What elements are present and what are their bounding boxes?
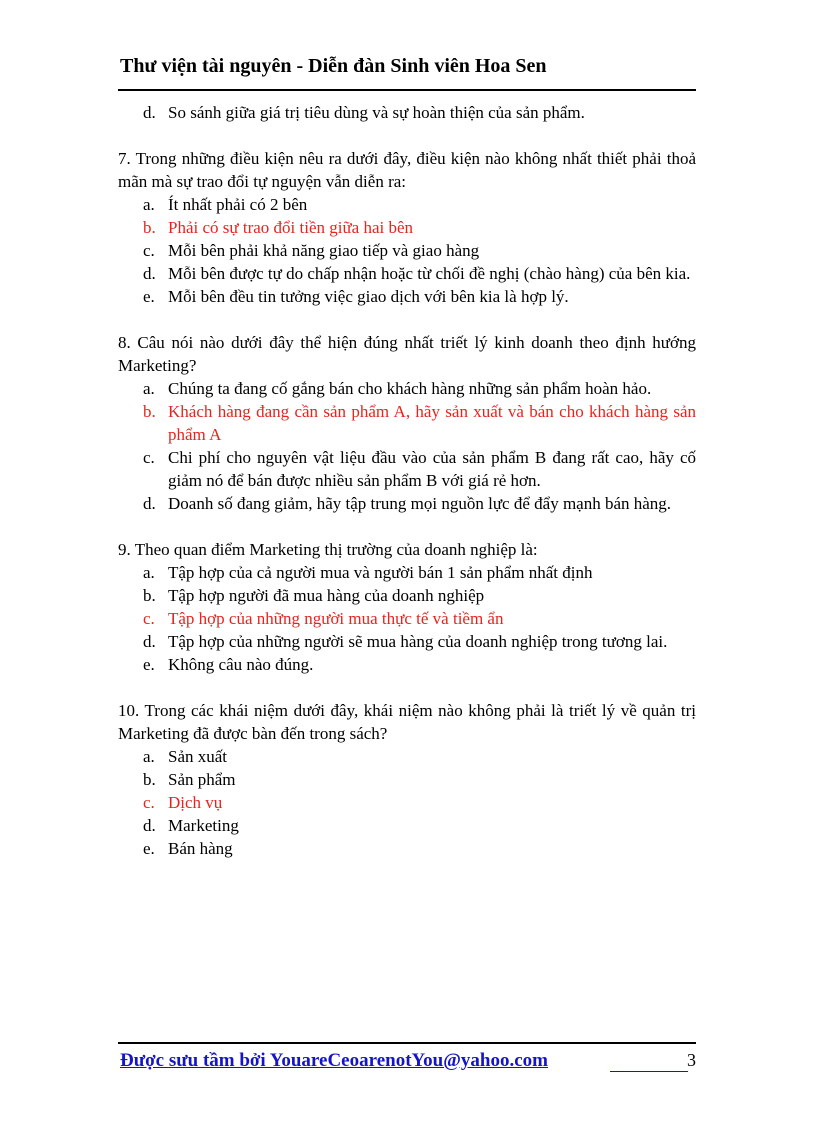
question-text: 9. Theo quan điểm Marketing thị trường của doanh nghiệp là: — [118, 540, 538, 559]
question-text: 7. Trong những điều kiện nêu ra dưới đây, điều kiện nào không nhất thiết phải thoả mãn mà sự trao đổi tự nguyện vẫn diễn ra: — [118, 149, 696, 191]
header-divider — [118, 89, 696, 91]
option-text: Sản phẩm — [168, 770, 236, 789]
option-list — [118, 193, 696, 308]
option-item — [118, 193, 696, 216]
option-letter: d. — [143, 632, 156, 651]
option-text: Tập hợp của cả người mua và người bán 1 sản phẩm nhất định — [168, 563, 593, 582]
option-text: Bán hàng — [168, 839, 233, 858]
option-text: Ít nhất phải có 2 bên — [168, 195, 308, 214]
footer-divider — [118, 1042, 696, 1044]
option-list — [118, 561, 696, 676]
option-letter: d. — [143, 264, 156, 283]
option-item — [118, 446, 696, 492]
option-item — [118, 814, 696, 837]
question-8 — [118, 331, 696, 515]
option-text: Phải có sự trao đổi tiền giữa hai bên — [168, 218, 414, 237]
option-letter: a. — [143, 747, 155, 766]
option-text: Doanh số đang giảm, hãy tập trung mọi nguồn lực để đẩy mạnh bán hàng. — [168, 494, 672, 513]
option-item-correct — [118, 400, 696, 446]
option-item — [118, 492, 696, 515]
option-letter: a. — [143, 379, 155, 398]
option-item — [118, 653, 696, 676]
option-item — [118, 285, 696, 308]
option-item-correct — [118, 607, 696, 630]
option-text: Chúng ta đang cố gắng bán cho khách hàng những sản phẩm hoàn hảo. — [168, 379, 652, 398]
option-item — [118, 239, 696, 262]
option-letter: d. — [143, 816, 156, 835]
footer-credit-link[interactable]: Được sưu tầm bởi YouareCeoarenotYou@yahoo.com — [120, 1050, 548, 1071]
continued-option-block — [118, 101, 696, 124]
option-letter: d. — [143, 103, 156, 122]
option-letter: c. — [143, 793, 155, 812]
option-item — [118, 377, 696, 400]
option-text: Khách hàng đang cần sản phẩm A, hãy sản xuất và bán cho khách hàng sản phẩm A — [168, 402, 696, 444]
option-text: Dịch vụ — [168, 793, 223, 812]
option-text: Marketing — [168, 816, 239, 835]
option-item — [118, 561, 696, 584]
page-footer — [120, 1050, 696, 1076]
option-letter: a. — [143, 563, 155, 582]
option-text: Tập hợp của những người mua thực tế và tiềm ẩn — [168, 609, 504, 628]
option-letter: c. — [143, 609, 155, 628]
option-list — [118, 377, 696, 515]
option-text: Tập hợp của những người sẽ mua hàng của doanh nghiệp trong tương lai. — [168, 632, 668, 651]
page-header-title: Thư viện tài nguyên - Diễn đàn Sinh viên Hoa Sen — [120, 55, 547, 77]
option-letter: c. — [143, 448, 155, 467]
option-letter: c. — [143, 241, 155, 260]
option-letter: b. — [143, 770, 156, 789]
option-letter: b. — [143, 586, 156, 605]
option-item — [118, 745, 696, 768]
option-item — [118, 262, 696, 285]
option-letter: e. — [143, 839, 155, 858]
footer-underline — [610, 1071, 688, 1072]
option-letter: e. — [143, 655, 155, 674]
option-text: So sánh giữa giá trị tiêu dùng và sự hoàn thiện của sản phẩm. — [168, 103, 585, 122]
option-item-correct — [118, 791, 696, 814]
page-number: 3 — [687, 1050, 696, 1070]
document-body — [118, 101, 696, 860]
option-letter: a. — [143, 195, 155, 214]
option-text: Tập hợp người đã mua hàng của doanh nghiệp — [168, 586, 485, 605]
option-text: Không câu nào đúng. — [168, 655, 314, 674]
question-text: 10. Trong các khái niệm dưới đây, khái niệm nào không phải là triết lý về quản trị Marketing đã được bàn đến trong sách? — [118, 701, 696, 743]
option-letter: b. — [143, 218, 156, 237]
option-item — [118, 768, 696, 791]
question-text: 8. Câu nói nào dưới đây thể hiện đúng nhất triết lý kinh doanh theo định hướng Marketing? — [118, 333, 696, 375]
option-item — [118, 101, 696, 124]
option-letter: e. — [143, 287, 155, 306]
option-letter: b. — [143, 402, 156, 421]
option-text: Sản xuất — [168, 747, 228, 766]
question-10 — [118, 699, 696, 860]
option-item — [118, 837, 696, 860]
question-9 — [118, 538, 696, 676]
option-item — [118, 630, 696, 653]
question-7 — [118, 147, 696, 308]
option-letter: d. — [143, 494, 156, 513]
option-text: Mỗi bên phải khả năng giao tiếp và giao hàng — [168, 241, 480, 260]
option-text: Chi phí cho nguyên vật liệu đầu vào của sản phẩm B đang rất cao, hãy cố giảm nó để bán được nhiều sản phẩm B với giá rẻ hơn. — [168, 448, 696, 490]
option-item-correct — [118, 216, 696, 239]
option-text: Mỗi bên đều tin tưởng việc giao dịch với bên kia là hợp lý. — [168, 287, 569, 306]
option-text: Mỗi bên được tự do chấp nhận hoặc từ chối đề nghị (chào hàng) của bên kia. — [168, 264, 691, 283]
option-list — [118, 745, 696, 860]
option-item — [118, 584, 696, 607]
